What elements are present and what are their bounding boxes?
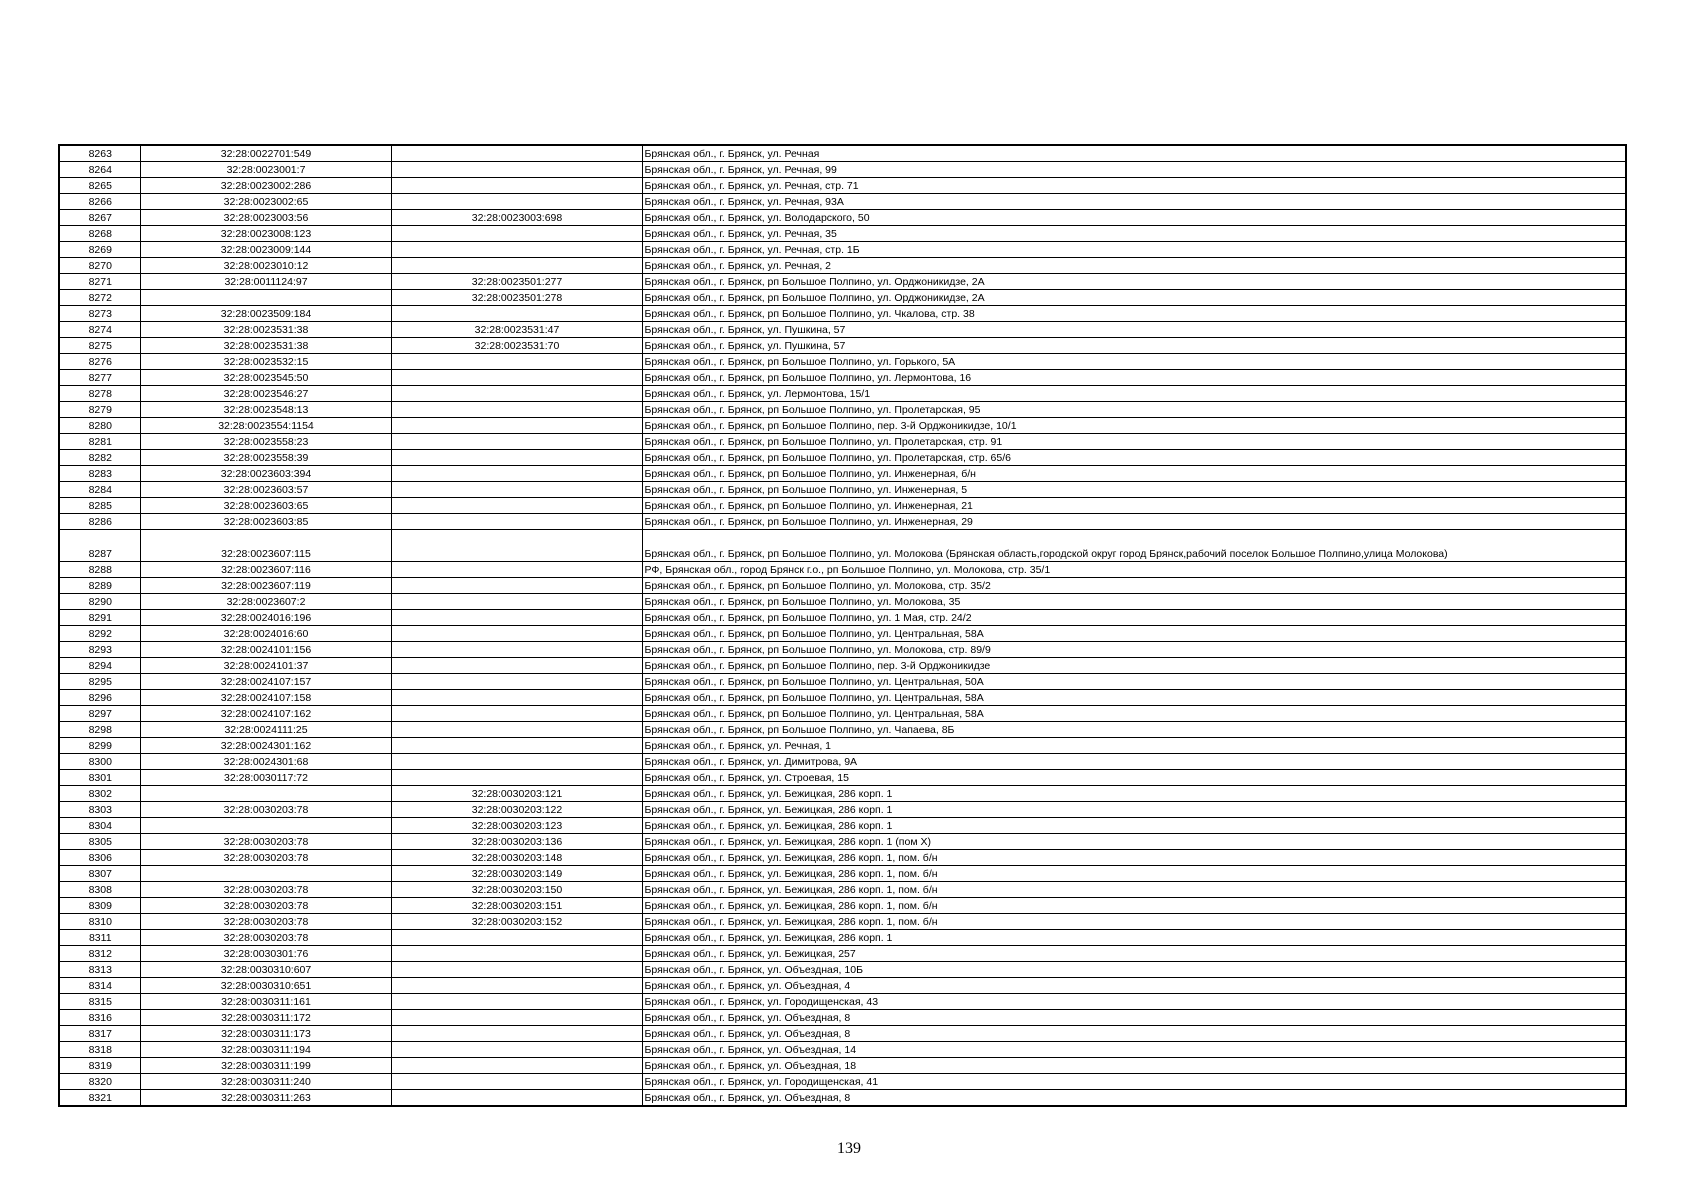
table-row bbox=[59, 418, 1626, 434]
cadastral-number-cell: 32:28:0030117:72 bbox=[140, 770, 391, 786]
table-row bbox=[59, 434, 1626, 450]
related-cadastral-number-cell bbox=[391, 642, 642, 658]
address-cell: Брянская обл., г. Брянск, ул. Бежицкая, 286 корп. 1, пом. б/н bbox=[642, 882, 1626, 898]
address-cell: Брянская обл., г. Брянск, ул. Бежицкая, 257 bbox=[642, 946, 1626, 962]
address-cell: Брянская обл., г. Брянск, рп Большое Полпино, ул. Молокова, стр. 35/2 bbox=[642, 578, 1626, 594]
related-cadastral-number-cell bbox=[391, 242, 642, 258]
cadastral-number-cell: 32:28:0023545:50 bbox=[140, 370, 391, 386]
cadastral-number-cell: 32:28:0023509:184 bbox=[140, 306, 391, 322]
table-row bbox=[59, 530, 1626, 562]
cadastral-number-cell: 32:28:0024107:158 bbox=[140, 690, 391, 706]
table-row bbox=[59, 770, 1626, 786]
row-number-cell: 8275 bbox=[59, 338, 140, 354]
address-cell: Брянская обл., г. Брянск, рп Большое Полпино, ул. Лермонтова, 16 bbox=[642, 370, 1626, 386]
address-cell: Брянская обл., г. Брянск, ул. Речная, 93А bbox=[642, 194, 1626, 210]
address-cell: Брянская обл., г. Брянск, рп Большое Полпино, ул. Горького, 5А bbox=[642, 354, 1626, 370]
address-cell: Брянская обл., г. Брянск, рп Большое Полпино, ул. Инженерная, 5 bbox=[642, 482, 1626, 498]
table-row bbox=[59, 514, 1626, 530]
related-cadastral-number-cell bbox=[391, 930, 642, 946]
address-cell: Брянская обл., г. Брянск, ул. Речная, 1 bbox=[642, 738, 1626, 754]
row-number-cell: 8264 bbox=[59, 162, 140, 178]
address-cell: Брянская обл., г. Брянск, ул. Строевая, 15 bbox=[642, 770, 1626, 786]
address-cell: Брянская обл., г. Брянск, ул. Объездная, 8 bbox=[642, 1090, 1626, 1107]
related-cadastral-number-cell bbox=[391, 402, 642, 418]
table-row bbox=[59, 994, 1626, 1010]
address-cell: Брянская обл., г. Брянск, ул. Димитрова, 9А bbox=[642, 754, 1626, 770]
row-number-cell: 8309 bbox=[59, 898, 140, 914]
row-number-cell: 8270 bbox=[59, 258, 140, 274]
cadastral-number-cell: 32:28:0030311:263 bbox=[140, 1090, 391, 1107]
address-cell: Брянская обл., г. Брянск, рп Большое Полпино, ул. Пролетарская, 95 bbox=[642, 402, 1626, 418]
address-cell: Брянская обл., г. Брянск, рп Большое Полпино, ул. Молокова, стр. 89/9 bbox=[642, 642, 1626, 658]
cadastral-number-cell: 32:28:0022701:549 bbox=[140, 145, 391, 162]
cadastral-number-cell: 32:28:0024111:25 bbox=[140, 722, 391, 738]
cadastral-number-cell: 32:28:0023607:119 bbox=[140, 578, 391, 594]
address-cell: Брянская обл., г. Брянск, ул. Володарского, 50 bbox=[642, 210, 1626, 226]
table-row bbox=[59, 898, 1626, 914]
table-row bbox=[59, 242, 1626, 258]
related-cadastral-number-cell bbox=[391, 1042, 642, 1058]
cadastral-number-cell: 32:28:0030310:607 bbox=[140, 962, 391, 978]
row-number-cell: 8319 bbox=[59, 1058, 140, 1074]
cadastral-number-cell: 32:28:0024016:60 bbox=[140, 626, 391, 642]
related-cadastral-number-cell bbox=[391, 1026, 642, 1042]
address-cell: Брянская обл., г. Брянск, ул. Речная, 35 bbox=[642, 226, 1626, 242]
table-row bbox=[59, 290, 1626, 306]
table-row bbox=[59, 1074, 1626, 1090]
table-row bbox=[59, 690, 1626, 706]
cadastral-number-cell: 32:28:0024016:196 bbox=[140, 610, 391, 626]
address-cell: Брянская обл., г. Брянск, рп Большое Полпино, ул. 1 Мая, стр. 24/2 bbox=[642, 610, 1626, 626]
related-cadastral-number-cell: 32:28:0030203:121 bbox=[391, 786, 642, 802]
cadastral-number-cell: 32:28:0030203:78 bbox=[140, 882, 391, 898]
related-cadastral-number-cell bbox=[391, 194, 642, 210]
row-number-cell: 8279 bbox=[59, 402, 140, 418]
table-row bbox=[59, 658, 1626, 674]
row-number-cell: 8287 bbox=[59, 530, 140, 562]
row-number-cell: 8273 bbox=[59, 306, 140, 322]
related-cadastral-number-cell bbox=[391, 610, 642, 626]
address-cell: Брянская обл., г. Брянск, рп Большое Полпино, ул. Центральная, 58А bbox=[642, 706, 1626, 722]
table-row bbox=[59, 274, 1626, 290]
address-cell: Брянская обл., г. Брянск, ул. Объездная, 8 bbox=[642, 1026, 1626, 1042]
table-row bbox=[59, 722, 1626, 738]
table-row bbox=[59, 498, 1626, 514]
row-number-cell: 8302 bbox=[59, 786, 140, 802]
address-cell: Брянская обл., г. Брянск, ул. Объездная, 18 bbox=[642, 1058, 1626, 1074]
table-row bbox=[59, 1010, 1626, 1026]
row-number-cell: 8266 bbox=[59, 194, 140, 210]
table-row bbox=[59, 610, 1626, 626]
cadastral-number-cell: 32:28:0023603:65 bbox=[140, 498, 391, 514]
cadastral-number-cell bbox=[140, 866, 391, 882]
cadastral-number-cell: 32:28:0030203:78 bbox=[140, 898, 391, 914]
table-row bbox=[59, 210, 1626, 226]
address-cell: Брянская обл., г. Брянск, рп Большое Полпино, ул. Инженерная, 29 bbox=[642, 514, 1626, 530]
related-cadastral-number-cell bbox=[391, 530, 642, 562]
row-number-cell: 8267 bbox=[59, 210, 140, 226]
address-cell: Брянская обл., г. Брянск, ул. Городищенская, 41 bbox=[642, 1074, 1626, 1090]
table-row bbox=[59, 818, 1626, 834]
related-cadastral-number-cell: 32:28:0030203:151 bbox=[391, 898, 642, 914]
table-row bbox=[59, 882, 1626, 898]
cadastral-number-cell: 32:28:0024301:68 bbox=[140, 754, 391, 770]
table-row bbox=[59, 1090, 1626, 1107]
cadastral-number-cell bbox=[140, 818, 391, 834]
address-cell: Брянская обл., г. Брянск, рп Большое Полпино, ул. Пролетарская, стр. 91 bbox=[642, 434, 1626, 450]
address-cell: Брянская обл., г. Брянск, ул. Пушкина, 57 bbox=[642, 338, 1626, 354]
address-cell: Брянская обл., г. Брянск, ул. Городищенская, 43 bbox=[642, 994, 1626, 1010]
table-row bbox=[59, 786, 1626, 802]
related-cadastral-number-cell bbox=[391, 946, 642, 962]
row-number-cell: 8274 bbox=[59, 322, 140, 338]
address-cell: Брянская обл., г. Брянск, ул. Бежицкая, 286 корп. 1 bbox=[642, 786, 1626, 802]
related-cadastral-number-cell bbox=[391, 418, 642, 434]
table-row bbox=[59, 450, 1626, 466]
related-cadastral-number-cell bbox=[391, 626, 642, 642]
cadastral-number-cell: 32:28:0030203:78 bbox=[140, 914, 391, 930]
row-number-cell: 8281 bbox=[59, 434, 140, 450]
table-row bbox=[59, 386, 1626, 402]
address-cell: Брянская обл., г. Брянск, ул. Бежицкая, 286 корп. 1 bbox=[642, 802, 1626, 818]
table-row bbox=[59, 946, 1626, 962]
related-cadastral-number-cell bbox=[391, 145, 642, 162]
table-row bbox=[59, 338, 1626, 354]
row-number-cell: 8308 bbox=[59, 882, 140, 898]
address-cell: Брянская обл., г. Брянск, ул. Бежицкая, 286 корп. 1, пом. б/н bbox=[642, 866, 1626, 882]
row-number-cell: 8310 bbox=[59, 914, 140, 930]
related-cadastral-number-cell bbox=[391, 722, 642, 738]
related-cadastral-number-cell: 32:28:0030203:122 bbox=[391, 802, 642, 818]
address-cell: Брянская обл., г. Брянск, рп Большое Полпино, ул. Инженерная, б/н bbox=[642, 466, 1626, 482]
row-number-cell: 8282 bbox=[59, 450, 140, 466]
table-row bbox=[59, 738, 1626, 754]
cadastral-number-cell: 32:28:0023603:57 bbox=[140, 482, 391, 498]
row-number-cell: 8291 bbox=[59, 610, 140, 626]
related-cadastral-number-cell bbox=[391, 498, 642, 514]
cadastral-number-cell: 32:28:0024107:162 bbox=[140, 706, 391, 722]
address-cell: Брянская обл., г. Брянск, ул. Пушкина, 57 bbox=[642, 322, 1626, 338]
table-row bbox=[59, 370, 1626, 386]
row-number-cell: 8284 bbox=[59, 482, 140, 498]
address-cell: Брянская обл., г. Брянск, рп Большое Полпино, пер. 3-й Орджоникидзе bbox=[642, 658, 1626, 674]
table-row bbox=[59, 402, 1626, 418]
cadastral-number-cell: 32:28:0023558:39 bbox=[140, 450, 391, 466]
table-row bbox=[59, 178, 1626, 194]
cadastral-number-cell: 32:28:0030311:194 bbox=[140, 1042, 391, 1058]
table-row bbox=[59, 914, 1626, 930]
cadastral-number-cell: 32:28:0023531:38 bbox=[140, 322, 391, 338]
address-cell: Брянская обл., г. Брянск, ул. Объездная, 10Б bbox=[642, 962, 1626, 978]
address-cell: Брянская обл., г. Брянск, ул. Речная bbox=[642, 145, 1626, 162]
cadastral-number-cell: 32:28:0024301:162 bbox=[140, 738, 391, 754]
address-cell: Брянская обл., г. Брянск, рп Большое Полпино, ул. Инженерная, 21 bbox=[642, 498, 1626, 514]
row-number-cell: 8321 bbox=[59, 1090, 140, 1107]
cadastral-number-cell: 32:28:0023603:85 bbox=[140, 514, 391, 530]
row-number-cell: 8263 bbox=[59, 145, 140, 162]
table-row bbox=[59, 978, 1626, 994]
table-row bbox=[59, 962, 1626, 978]
related-cadastral-number-cell bbox=[391, 658, 642, 674]
cadastral-number-cell: 32:28:0023554:1154 bbox=[140, 418, 391, 434]
related-cadastral-number-cell: 32:28:0030203:152 bbox=[391, 914, 642, 930]
cadastral-number-cell: 32:28:0030203:78 bbox=[140, 850, 391, 866]
page-number: 139 bbox=[837, 1140, 861, 1157]
address-cell: Брянская обл., г. Брянск, ул. Речная, стр. 1Б bbox=[642, 242, 1626, 258]
row-number-cell: 8320 bbox=[59, 1074, 140, 1090]
table-row bbox=[59, 1042, 1626, 1058]
address-cell: Брянская обл., г. Брянск, рп Большое Полпино, ул. Пролетарская, стр. 65/6 bbox=[642, 450, 1626, 466]
cadastral-number-cell: 32:28:0023558:23 bbox=[140, 434, 391, 450]
row-number-cell: 8300 bbox=[59, 754, 140, 770]
related-cadastral-number-cell bbox=[391, 1090, 642, 1107]
related-cadastral-number-cell bbox=[391, 1058, 642, 1074]
table-row bbox=[59, 1058, 1626, 1074]
related-cadastral-number-cell bbox=[391, 978, 642, 994]
related-cadastral-number-cell: 32:28:0030203:136 bbox=[391, 834, 642, 850]
cadastral-number-cell: 32:28:0023546:27 bbox=[140, 386, 391, 402]
address-cell: Брянская обл., г. Брянск, ул. Бежицкая, 286 корп. 1, пом. б/н bbox=[642, 898, 1626, 914]
cadastral-number-cell: 32:28:0023010:12 bbox=[140, 258, 391, 274]
row-number-cell: 8314 bbox=[59, 978, 140, 994]
table-row bbox=[59, 194, 1626, 210]
address-cell: Брянская обл., г. Брянск, рп Большое Полпино, пер. 3-й Орджоникидзе, 10/1 bbox=[642, 418, 1626, 434]
related-cadastral-number-cell bbox=[391, 1074, 642, 1090]
cadastral-number-cell: 32:28:0023607:116 bbox=[140, 562, 391, 578]
table-row bbox=[59, 226, 1626, 242]
table-row bbox=[59, 482, 1626, 498]
cadastral-number-cell: 32:28:0023607:115 bbox=[140, 530, 391, 562]
row-number-cell: 8288 bbox=[59, 562, 140, 578]
address-cell: Брянская обл., г. Брянск, ул. Бежицкая, 286 корп. 1 bbox=[642, 818, 1626, 834]
row-number-cell: 8311 bbox=[59, 930, 140, 946]
row-number-cell: 8290 bbox=[59, 594, 140, 610]
related-cadastral-number-cell bbox=[391, 562, 642, 578]
table-row bbox=[59, 306, 1626, 322]
cadastral-number-cell: 32:28:0024101:156 bbox=[140, 642, 391, 658]
row-number-cell: 8265 bbox=[59, 178, 140, 194]
related-cadastral-number-cell bbox=[391, 258, 642, 274]
table-row bbox=[59, 626, 1626, 642]
table-row bbox=[59, 706, 1626, 722]
table-row bbox=[59, 834, 1626, 850]
related-cadastral-number-cell bbox=[391, 706, 642, 722]
address-cell: Брянская обл., г. Брянск, рп Большое Полпино, ул. Центральная, 58А bbox=[642, 690, 1626, 706]
cadastral-number-cell: 32:28:0030311:199 bbox=[140, 1058, 391, 1074]
registry-table-body bbox=[59, 145, 1626, 1106]
cadastral-number-cell: 32:28:0030301:76 bbox=[140, 946, 391, 962]
address-cell: Брянская обл., г. Брянск, ул. Лермонтова, 15/1 bbox=[642, 386, 1626, 402]
table-row bbox=[59, 754, 1626, 770]
related-cadastral-number-cell bbox=[391, 1010, 642, 1026]
related-cadastral-number-cell bbox=[391, 354, 642, 370]
related-cadastral-number-cell bbox=[391, 466, 642, 482]
address-cell: Брянская обл., г. Брянск, ул. Речная, стр. 71 bbox=[642, 178, 1626, 194]
cadastral-number-cell: 32:28:0030203:78 bbox=[140, 930, 391, 946]
table-row bbox=[59, 354, 1626, 370]
cadastral-number-cell: 32:28:0023009:144 bbox=[140, 242, 391, 258]
row-number-cell: 8292 bbox=[59, 626, 140, 642]
cadastral-number-cell: 32:28:0030203:78 bbox=[140, 802, 391, 818]
row-number-cell: 8312 bbox=[59, 946, 140, 962]
related-cadastral-number-cell bbox=[391, 482, 642, 498]
row-number-cell: 8295 bbox=[59, 674, 140, 690]
row-number-cell: 8306 bbox=[59, 850, 140, 866]
address-cell: Брянская обл., г. Брянск, рп Большое Полпино, ул. Центральная, 58А bbox=[642, 626, 1626, 642]
related-cadastral-number-cell bbox=[391, 962, 642, 978]
row-number-cell: 8304 bbox=[59, 818, 140, 834]
row-number-cell: 8315 bbox=[59, 994, 140, 1010]
cadastral-number-cell: 32:28:0030311:173 bbox=[140, 1026, 391, 1042]
related-cadastral-number-cell: 32:28:0023531:70 bbox=[391, 338, 642, 354]
related-cadastral-number-cell bbox=[391, 306, 642, 322]
related-cadastral-number-cell: 32:28:0023501:277 bbox=[391, 274, 642, 290]
related-cadastral-number-cell bbox=[391, 578, 642, 594]
table-row bbox=[59, 466, 1626, 482]
address-cell: Брянская обл., г. Брянск, ул. Объездная, 8 bbox=[642, 1010, 1626, 1026]
related-cadastral-number-cell bbox=[391, 370, 642, 386]
address-cell: Брянская обл., г. Брянск, рп Большое Полпино, ул. Орджоникидзе, 2А bbox=[642, 274, 1626, 290]
table-row bbox=[59, 802, 1626, 818]
row-number-cell: 8278 bbox=[59, 386, 140, 402]
address-cell: Брянская обл., г. Брянск, ул. Объездная, 4 bbox=[642, 978, 1626, 994]
related-cadastral-number-cell bbox=[391, 162, 642, 178]
row-number-cell: 8318 bbox=[59, 1042, 140, 1058]
related-cadastral-number-cell bbox=[391, 450, 642, 466]
address-cell: Брянская обл., г. Брянск, рп Большое Полпино, ул. Чапаева, 8Б bbox=[642, 722, 1626, 738]
table-row bbox=[59, 930, 1626, 946]
table-row bbox=[59, 145, 1626, 162]
row-number-cell: 8286 bbox=[59, 514, 140, 530]
table-row bbox=[59, 1026, 1626, 1042]
row-number-cell: 8271 bbox=[59, 274, 140, 290]
table-row bbox=[59, 322, 1626, 338]
related-cadastral-number-cell bbox=[391, 514, 642, 530]
related-cadastral-number-cell: 32:28:0023003:698 bbox=[391, 210, 642, 226]
table-row bbox=[59, 674, 1626, 690]
cadastral-number-cell: 32:28:0030203:78 bbox=[140, 834, 391, 850]
related-cadastral-number-cell bbox=[391, 178, 642, 194]
row-number-cell: 8305 bbox=[59, 834, 140, 850]
row-number-cell: 8298 bbox=[59, 722, 140, 738]
cadastral-number-cell: 32:28:0023532:15 bbox=[140, 354, 391, 370]
cadastral-number-cell: 32:28:0023002:65 bbox=[140, 194, 391, 210]
table-row bbox=[59, 866, 1626, 882]
address-cell: Брянская обл., г. Брянск, ул. Речная, 2 bbox=[642, 258, 1626, 274]
related-cadastral-number-cell: 32:28:0030203:148 bbox=[391, 850, 642, 866]
row-number-cell: 8272 bbox=[59, 290, 140, 306]
related-cadastral-number-cell: 32:28:0030203:149 bbox=[391, 866, 642, 882]
related-cadastral-number-cell: 32:28:0030203:123 bbox=[391, 818, 642, 834]
address-cell: Брянская обл., г. Брянск, ул. Речная, 99 bbox=[642, 162, 1626, 178]
table-row bbox=[59, 258, 1626, 274]
cadastral-number-cell: 32:28:0011124:97 bbox=[140, 274, 391, 290]
cadastral-number-cell bbox=[140, 786, 391, 802]
address-cell: Брянская обл., г. Брянск, рп Большое Полпино, ул. Чкалова, стр. 38 bbox=[642, 306, 1626, 322]
related-cadastral-number-cell: 32:28:0023501:278 bbox=[391, 290, 642, 306]
row-number-cell: 8294 bbox=[59, 658, 140, 674]
address-cell: Брянская обл., г. Брянск, рп Большое Полпино, ул. Молокова (Брянская область,городской округ город Брянск,рабочий поселок Большое Полпино,улица Молокова) bbox=[642, 530, 1626, 562]
cadastral-number-cell: 32:28:0023003:56 bbox=[140, 210, 391, 226]
cadastral-number-cell: 32:28:0023531:38 bbox=[140, 338, 391, 354]
address-cell: Брянская обл., г. Брянск, рп Большое Полпино, ул. Орджоникидзе, 2А bbox=[642, 290, 1626, 306]
row-number-cell: 8268 bbox=[59, 226, 140, 242]
table-row bbox=[59, 578, 1626, 594]
cadastral-number-cell: 32:28:0030311:172 bbox=[140, 1010, 391, 1026]
cadastral-number-cell bbox=[140, 290, 391, 306]
cadastral-number-cell: 32:28:0030310:651 bbox=[140, 978, 391, 994]
address-cell: Брянская обл., г. Брянск, ул. Бежицкая, 286 корп. 1 (пом X) bbox=[642, 834, 1626, 850]
related-cadastral-number-cell: 32:28:0030203:150 bbox=[391, 882, 642, 898]
related-cadastral-number-cell bbox=[391, 386, 642, 402]
row-number-cell: 8285 bbox=[59, 498, 140, 514]
row-number-cell: 8280 bbox=[59, 418, 140, 434]
table-row bbox=[59, 642, 1626, 658]
row-number-cell: 8283 bbox=[59, 466, 140, 482]
table-row bbox=[59, 850, 1626, 866]
cadastral-number-cell: 32:28:0024107:157 bbox=[140, 674, 391, 690]
address-cell: Брянская обл., г. Брянск, ул. Бежицкая, 286 корп. 1 bbox=[642, 930, 1626, 946]
row-number-cell: 8276 bbox=[59, 354, 140, 370]
cadastral-number-cell: 32:28:0023002:286 bbox=[140, 178, 391, 194]
address-cell: Брянская обл., г. Брянск, ул. Объездная, 14 bbox=[642, 1042, 1626, 1058]
address-cell: Брянская обл., г. Брянск, ул. Бежицкая, 286 корп. 1, пом. б/н bbox=[642, 850, 1626, 866]
cadastral-number-cell: 32:28:0023001:7 bbox=[140, 162, 391, 178]
row-number-cell: 8297 bbox=[59, 706, 140, 722]
row-number-cell: 8313 bbox=[59, 962, 140, 978]
table-row bbox=[59, 562, 1626, 578]
cadastral-number-cell: 32:28:0023548:13 bbox=[140, 402, 391, 418]
row-number-cell: 8289 bbox=[59, 578, 140, 594]
related-cadastral-number-cell bbox=[391, 738, 642, 754]
row-number-cell: 8293 bbox=[59, 642, 140, 658]
cadastral-number-cell: 32:28:0030311:240 bbox=[140, 1074, 391, 1090]
row-number-cell: 8316 bbox=[59, 1010, 140, 1026]
cadastral-number-cell: 32:28:0024101:37 bbox=[140, 658, 391, 674]
row-number-cell: 8301 bbox=[59, 770, 140, 786]
registry-table bbox=[58, 144, 1627, 1107]
cadastral-number-cell: 32:28:0030311:161 bbox=[140, 994, 391, 1010]
cadastral-number-cell: 32:28:0023607:2 bbox=[140, 594, 391, 610]
row-number-cell: 8303 bbox=[59, 802, 140, 818]
related-cadastral-number-cell bbox=[391, 434, 642, 450]
row-number-cell: 8299 bbox=[59, 738, 140, 754]
address-cell: РФ, Брянская обл., город Брянск г.о., рп Большое Полпино, ул. Молокова, стр. 35/1 bbox=[642, 562, 1626, 578]
related-cadastral-number-cell bbox=[391, 770, 642, 786]
cadastral-number-cell: 32:28:0023008:123 bbox=[140, 226, 391, 242]
row-number-cell: 8317 bbox=[59, 1026, 140, 1042]
related-cadastral-number-cell bbox=[391, 690, 642, 706]
address-cell: Брянская обл., г. Брянск, рп Большое Полпино, ул. Центральная, 50А bbox=[642, 674, 1626, 690]
table-row bbox=[59, 162, 1626, 178]
row-number-cell: 8307 bbox=[59, 866, 140, 882]
table-row bbox=[59, 594, 1626, 610]
address-cell: Брянская обл., г. Брянск, ул. Бежицкая, 286 корп. 1, пом. б/н bbox=[642, 914, 1626, 930]
related-cadastral-number-cell bbox=[391, 226, 642, 242]
row-number-cell: 8269 bbox=[59, 242, 140, 258]
related-cadastral-number-cell bbox=[391, 594, 642, 610]
related-cadastral-number-cell bbox=[391, 674, 642, 690]
related-cadastral-number-cell bbox=[391, 754, 642, 770]
address-cell: Брянская обл., г. Брянск, рп Большое Полпино, ул. Молокова, 35 bbox=[642, 594, 1626, 610]
related-cadastral-number-cell: 32:28:0023531:47 bbox=[391, 322, 642, 338]
row-number-cell: 8277 bbox=[59, 370, 140, 386]
related-cadastral-number-cell bbox=[391, 994, 642, 1010]
cadastral-number-cell: 32:28:0023603:394 bbox=[140, 466, 391, 482]
row-number-cell: 8296 bbox=[59, 690, 140, 706]
